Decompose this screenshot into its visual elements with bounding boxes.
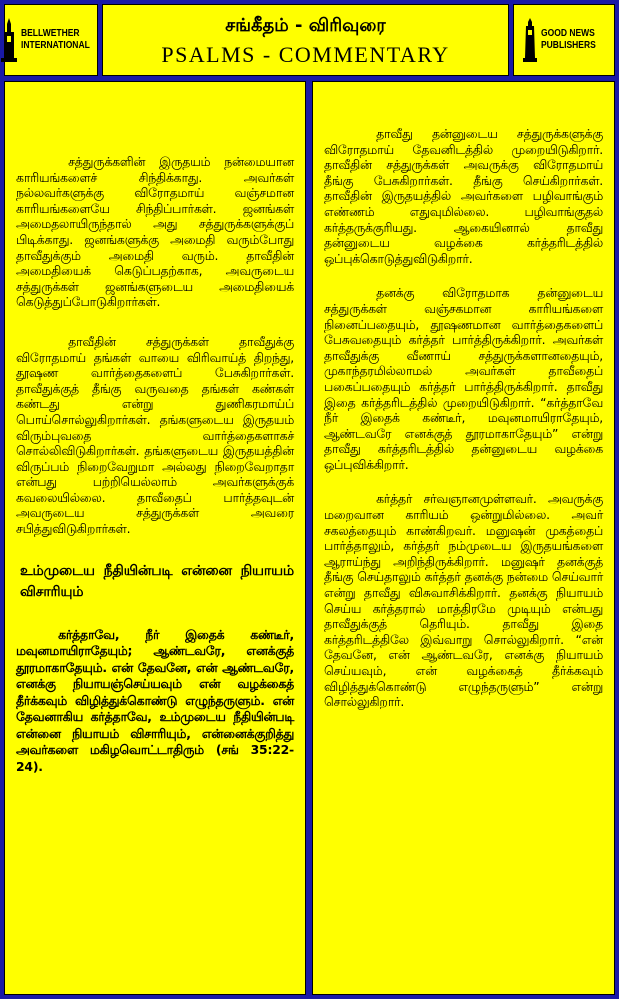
right-column [312, 81, 615, 995]
logo-right-line2: PUBLISHERS [541, 40, 597, 51]
publisher-logo-left [4, 4, 98, 76]
publisher-logo-right [513, 4, 615, 76]
paragraph: தாவீதின் சத்துருக்கள் தாவீதுக்கு விரோதமாய் தங்கள் வாயை விரிவாய்த் திறந்து, தூஷண வார்த்தைகளைப் பேசுகிறார்கள். தாவீதுக்குத் தீங்கு வருவதை தங்கள் கண்கள் கண்டது என்று துணிகரமாய்ப் பொய்சொல்லுகிறார்கள். தங்களுடைய இருதயம் விரும்புவதை வார்த்தைகளாகச் சொல்லிவிடுகிறார்கள். தங்களுடைய இருதயத்தின் விருப்பம் நிறைவேறுமா அல்லது நிறைவேறாதா என்பது பற்றியெல்லாம் அவர்களுக்குக் கவலையில்லை. தாவீதைப் பார்த்தவுடன் அவருடைய சத்துருக்கள் அவரை சபித்துவிடுகிறார்கள். [16, 333, 294, 537]
page-subtitle: PSALMS - COMMENTARY [161, 42, 450, 67]
paragraph: தாவீது தன்னுடைய சத்துருக்களுக்கு விரோதமாய் தேவனிடத்தில் முறையிடுகிறார். தாவீதின் சத்துருக்கள் அவருக்கு விரோதமாய் தீங்கு பேசுகிறார்கள். தீங்கு செய்கிறார்கள். தாவீதின் இருதயத்தில் அவர்களை பழிவாங்கும் எண்ணம் எதுவுமில்லை. பழிவாங்குதல் கர்த்தருக்குரியது. ஆகையினால் தாவீது தன்னுடைய வழக்கை கர்த்தரிடத்தில் ஒப்புக்கொடுத்துவிடுகிறார். [324, 126, 603, 266]
logo-left-line2: INTERNATIONAL [21, 40, 90, 51]
paragraph: கர்த்தர் சர்வஞானமுள்ளவர். அவருக்கு மறைவான காரியம் ஒன்றுமில்லை. அவர் சகலத்தையும் காண்கிறவர். மனுஷன் முகத்தைப் பார்த்தாலும், கர்த்தர் நம்முடைய இருதயங்களை ஆராய்ந்து அறிந்திருக்கிறார். மனுஷர் தனக்குத் தீங்கு செய்தாலும் கர்த்தர் தனக்கு நன்மை செய்வார் என்று தாவீது விசுவாசிக்கிறார். தனக்கு நியாயம் செய்ய கர்த்தரால் மாத்திரமே முடியும் என்பது தாவீதுக்குத் தெரியும். தாவீது இதை கர்த்தரிடத்திலே இவ்வாறு சொல்லுகிறார். “என் தேவனே, என் ஆண்டவரே, எனக்கு நியாயம் செய்யவும், என் வழக்கைத் தீர்க்கவும் விழித்துக்கொண்டு எழுந்தருளும்” என்று சொல்லுகிறார். [324, 491, 603, 710]
lighthouse-icon [522, 18, 538, 62]
logo-right-line1: GOOD NEWS [541, 28, 596, 39]
logo-left-line1: BELLWETHER [21, 28, 80, 39]
page-header [102, 4, 509, 76]
page-title: சங்கீதம் - விரிவுரை [225, 15, 386, 36]
section-heading: உம்முடைய நீதியின்படி என்னை நியாயம் விசாரியும் [20, 562, 294, 600]
paragraph: சத்துருக்களின் இருதயம் நன்மையான காரியங்களைச் சிந்திக்காது. அவர்கள் நல்லவர்களுக்கு விரோதமாய் வஞ்சமான காரியங்களையே சிந்திப்பார்கள். ஜனங்கள் அமைதலாயிருந்தால் அது சத்துருக்களுக்குப் பிடிக்காது. ஜனங்களுக்கு அமைதி வரும்போது தாவீதுக்கும் அமைதி வரும். தாவீதின் அமைதியைக் கெடுப்பதற்காக, அவருடைய சத்துருக்கள் ஜனங்களுடைய அமைதியைக் கெடுத்துப்போடுகிறார்கள். [16, 154, 294, 310]
paragraph: தனக்கு விரோதமாக தன்னுடைய சத்துருக்கள் வஞ்சகமான காரியங்களை நினைப்பதையும், தூஷணமான வார்த்தைகளைப் பேசுவதையும் கர்த்தர் பார்த்திருக்கிறார். அவர்கள் தாவீதுக்கு வீணாய் சத்துருக்களானதையும், முகாந்தரமில்லாமல் அவர்கள் தாவீதைப் பகைப்பதையும் கர்த்தர் பார்த்திருக்கிறார். தாவீது இதை கர்த்தரிடத்தில் முறையிடுகிறார். “கர்த்தாவே நீர் இதைக் கண்டீர், மவுனமாயிராதேயும், ஆண்டவரே எனக்குத் தூரமாகாதேயும்” என்று தாவீது கர்த்தரிடத்தில் தன்னுடைய வழக்கை ஒப்புவிக்கிறார். [324, 285, 603, 472]
bell-tower-icon [0, 18, 18, 62]
left-column [4, 81, 306, 995]
scripture-quote: கர்த்தாவே, நீர் இதைக் கண்டீர், மவுனமாயிராதேயும்; ஆண்டவரே, எனக்குத் தூரமாகாதேயும். என் தேவனே, என் ஆண்டவரே, எனக்கு நியாயஞ்செய்யவும் என் வழக்கைத் தீர்க்கவும் விழித்துக்கொண்டு எழுந்தருளும். என் தேவனாகிய கர்த்தாவே, உம்முடைய நீதியின்படி என்னை நியாயம் விசாரியும், என்னைக்குறித்து அவர்களை மகிழவொட்டாதிரும் (சங் 35:22-24). [16, 626, 294, 774]
